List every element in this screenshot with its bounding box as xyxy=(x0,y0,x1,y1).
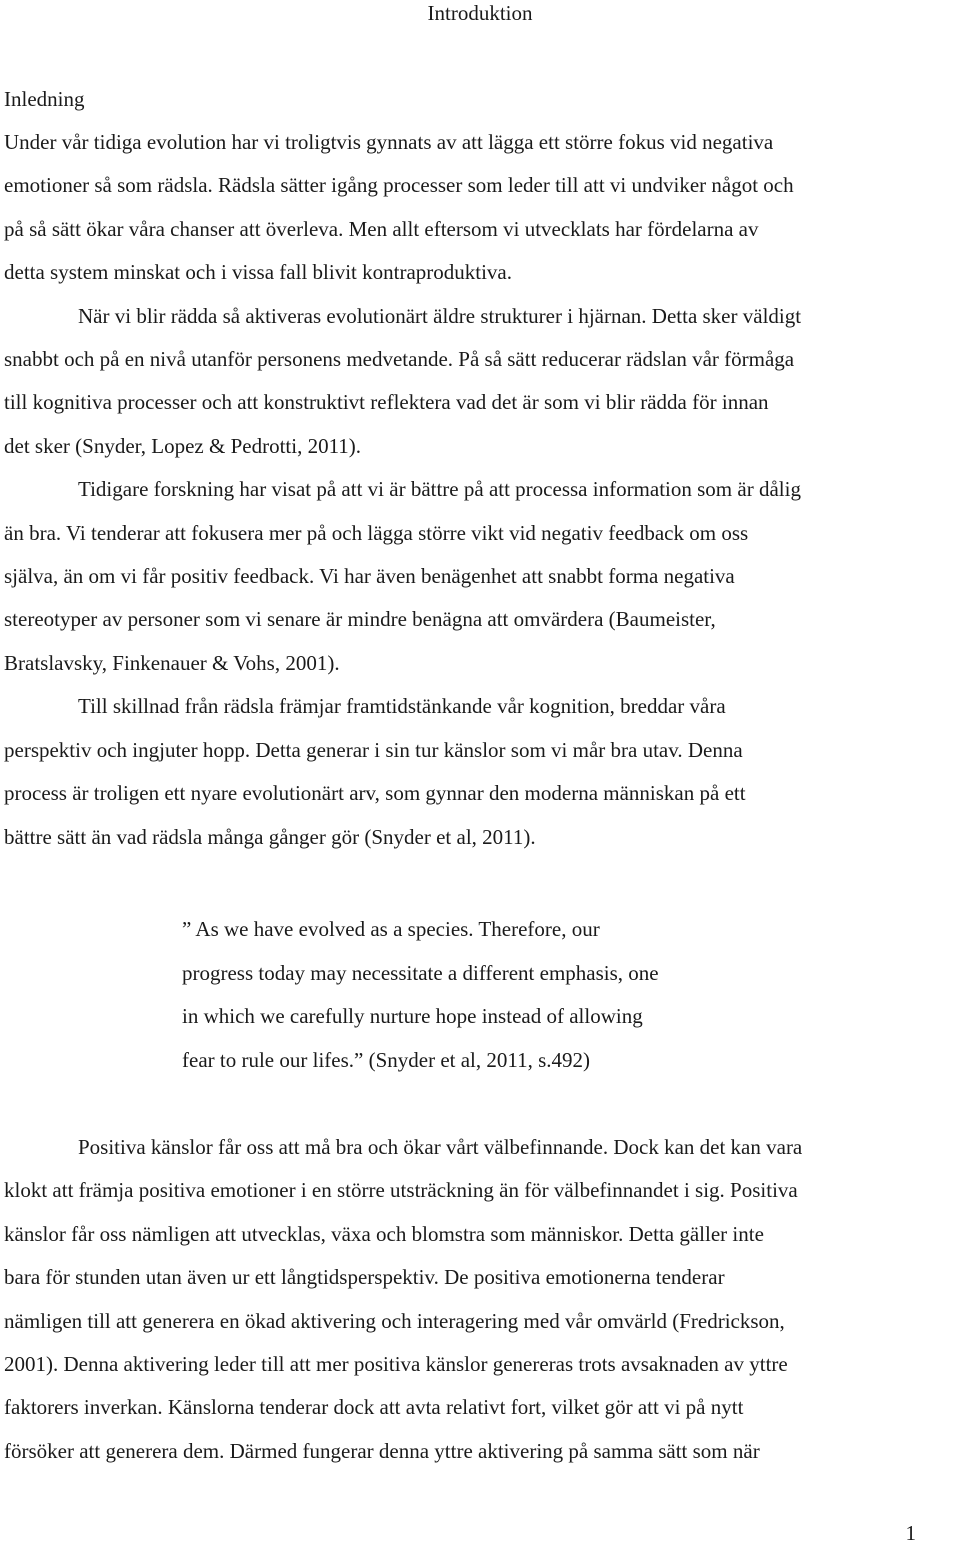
text-line: på så sätt ökar våra chanser att överleva. Men allt eftersom vi utvecklats har fördelarna av xyxy=(4,216,759,241)
text-line: till kognitiva processer och att konstruktivt reflektera vad det är som vi blir rädda för innan xyxy=(4,390,769,415)
text-line: process är troligen ett nyare evolutionärt arv, som gynnar den moderna människan på ett xyxy=(4,781,746,806)
text-line: Tidigare forskning har visat på att vi är bättre på att processa information som är dålig xyxy=(78,477,801,502)
text-line: Till skillnad från rädsla främjar framtidstänkande vår kognition, breddar våra xyxy=(78,694,726,719)
text-line: snabbt och på en nivå utanför personens medvetande. På så sätt reducerar rädslan vår förmåga xyxy=(4,347,795,372)
quote-line: in which we carefully nurture hope instead of allowing xyxy=(182,1004,643,1028)
text-line: känslor får oss nämligen att utvecklas, växa och blomstra som människor. Detta gäller inte xyxy=(4,1221,764,1246)
page-number: 1 xyxy=(905,1521,916,1545)
text-line: När vi blir rädda så aktiveras evolutionärt äldre strukturer i hjärnan. Detta sker väldigt xyxy=(78,303,802,328)
text-line: bara för stunden utan även ur ett långtidsperspektiv. De positiva emotionerna tenderar xyxy=(4,1265,725,1290)
text-line: det sker (Snyder, Lopez & Pedrotti, 2011). xyxy=(4,433,362,458)
text-line: Under vår tidiga evolution har vi troligtvis gynnats av att lägga ett större fokus vid negativa xyxy=(4,130,774,154)
text-line: själva, än om vi får positiv feedback. Vi har även benägenhet att snabbt forma negativa xyxy=(4,564,735,589)
block-quote xyxy=(182,908,767,1082)
text-line: än bra. Vi tenderar att fokusera mer på och lägga större vikt vid negativ feedback om oss xyxy=(4,520,749,545)
text-line: 2001). Denna aktivering leder till att mer positiva känslor genereras trots avsaknaden av yttre xyxy=(4,1352,788,1377)
section-heading xyxy=(4,78,960,121)
text-line: faktorers inverkan. Känslorna tenderar dock att avta relativt fort, vilket gör att vi på nytt xyxy=(4,1395,744,1420)
text-line: detta system minskat och i vissa fall blivit kontraproduktiva. xyxy=(4,260,512,285)
text-line: stereotyper av personer som vi senare är mindre benägna att omvärdera (Baumeister, xyxy=(4,607,716,632)
text-line: klokt att främja positiva emotioner i en större utsträckning än för välbefinnandet i sig. Positiva xyxy=(4,1178,798,1203)
text-line: emotioner så som rädsla. Rädsla sätter igång processer som leder till att vi undviker något och xyxy=(4,173,794,198)
body-text-block-2 xyxy=(4,1126,960,1473)
text-line: nämligen till att generera en ökad aktivering och interagering med vår omvärld (Fredrickson, xyxy=(4,1308,785,1333)
text-line: försöker att generera dem. Därmed fungerar denna yttre aktivering på samma sätt som när xyxy=(4,1438,760,1463)
quote-line: ” As we have evolved as a species. Therefore, our xyxy=(182,917,600,941)
quote-line: progress today may necessitate a different emphasis, one xyxy=(182,960,659,985)
page-title: Introduktion xyxy=(427,1,533,25)
text-line: bättre sätt än vad rädsla många gånger gör (Snyder et al, 2011). xyxy=(4,824,536,849)
text-line: Bratslavsky, Finkenauer & Vohs, 2001). xyxy=(4,650,340,675)
heading-text: Inledning xyxy=(4,87,85,111)
text-line: perspektiv och ingjuter hopp. Detta generar i sin tur känslor som vi mår bra utav. Denna xyxy=(4,737,743,762)
body-text-block-1 xyxy=(4,121,960,859)
quote-line: fear to rule our lifes.” (Snyder et al, 2011, s.492) xyxy=(182,1047,591,1072)
text-line: Positiva känslor får oss att må bra och ökar vårt välbefinnande. Dock kan det kan vara xyxy=(78,1135,803,1159)
